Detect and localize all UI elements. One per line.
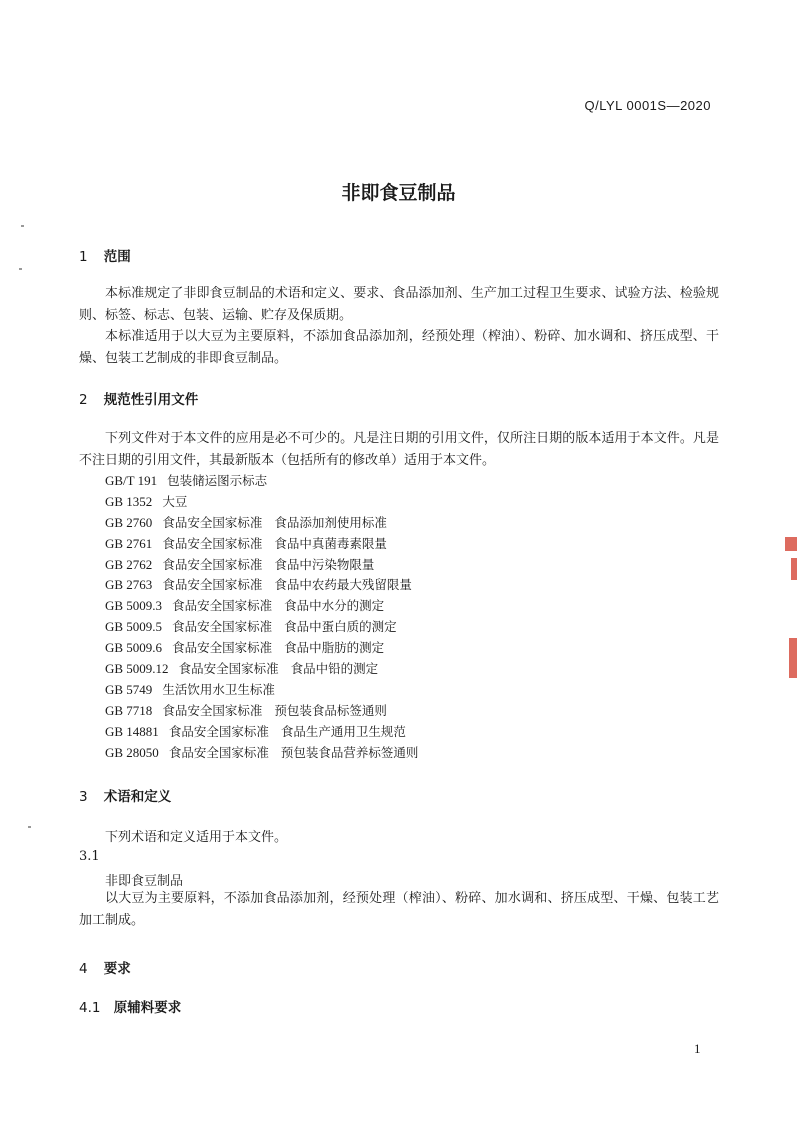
reference-item: GB 14881 食品安全国家标准 食品生产通用卫生规范 bbox=[105, 723, 406, 739]
reference-item: GB 2760 食品安全国家标准 食品添加剂使用标准 bbox=[105, 514, 387, 530]
scope-paragraph-1: 本标准规定了非即食豆制品的术语和定义、要求、食品添加剂、生产加工过程卫生要求、试验方法、检验规则、标签、标志、包装、运输、贮存及保质期。 bbox=[79, 286, 719, 323]
reference-item: GB 1352 大豆 bbox=[105, 493, 188, 509]
reference-item: GB 5009.3 食品安全国家标准 食品中水分的测定 bbox=[105, 598, 385, 614]
subsection-number: 4.1 bbox=[79, 1000, 101, 1016]
subsection-title: 原辅料要求 bbox=[113, 1000, 182, 1016]
section-title: 规范性引用文件 bbox=[103, 392, 199, 408]
subsection-number: 3.1 bbox=[79, 849, 100, 864]
section-title: 范围 bbox=[103, 249, 131, 265]
document-code: Q/LYL 0001S—2020 bbox=[584, 98, 711, 113]
scan-mark bbox=[19, 268, 22, 270]
reference-item: GB 5009.6 食品安全国家标准 食品中脂肪的测定 bbox=[105, 640, 385, 656]
section-number: 3 bbox=[79, 789, 88, 805]
reference-item: GB 5009.12 食品安全国家标准 食品中铅的测定 bbox=[105, 661, 379, 677]
scope-paragraph-2: 本标准适用于以大豆为主要原料，不添加食品添加剂，经预处理（榨油）、粉碎、加水调和、挤压成型、干燥、包装工艺制成的非即食豆制品。 bbox=[79, 329, 719, 366]
reference-item: GB 7718 食品安全国家标准 预包装食品标签通则 bbox=[105, 702, 387, 718]
seal-fragment bbox=[791, 558, 797, 580]
page-number: 1 bbox=[694, 1041, 701, 1056]
reference-item: GB/T 191 包装储运图示标志 bbox=[105, 473, 268, 488]
section-number: 4 bbox=[79, 961, 88, 977]
document-title: 非即食豆制品 bbox=[341, 182, 456, 204]
seal-fragment bbox=[789, 638, 797, 678]
section-3-heading bbox=[79, 785, 171, 805]
section-number: 2 bbox=[79, 392, 88, 408]
scan-mark bbox=[21, 225, 24, 227]
section-4-1-heading bbox=[79, 996, 181, 1016]
reference-item: GB 2761 食品安全国家标准 食品中真菌毒素限量 bbox=[105, 535, 387, 551]
section-title: 术语和定义 bbox=[103, 789, 172, 805]
term-name: 非即食豆制品 bbox=[105, 874, 184, 889]
reference-item: GB 5749 生活饮用水卫生标准 bbox=[105, 681, 275, 697]
reference-list bbox=[105, 471, 418, 763]
reference-item: GB 2763 食品安全国家标准 食品中农药最大残留限量 bbox=[105, 577, 412, 593]
section-1-heading bbox=[79, 245, 131, 265]
seal-fragment bbox=[785, 537, 797, 551]
section-4-heading bbox=[79, 957, 131, 977]
reference-item: GB 28050 食品安全国家标准 预包装食品营养标签通则 bbox=[105, 744, 419, 760]
references-intro: 下列文件对于本文件的应用是必不可少的。凡是注日期的引用文件，仅所注日期的版本适用于本文件。凡是不注日期的引用文件，其最新版本（包括所有的修改单）适用于本文件。 bbox=[79, 431, 719, 468]
terms-intro: 下列术语和定义适用于本文件。 bbox=[105, 830, 288, 845]
reference-item: GB 2762 食品安全国家标准 食品中污染物限量 bbox=[105, 556, 375, 572]
term-definition: 以大豆为主要原料，不添加食品添加剂，经预处理（榨油）、粉碎、加水调和、挤压成型、干燥、包装工艺加工制成。 bbox=[79, 891, 719, 928]
section-2-heading bbox=[79, 388, 198, 408]
scan-mark bbox=[28, 826, 31, 828]
section-number: 1 bbox=[79, 249, 88, 265]
section-title: 要求 bbox=[103, 961, 131, 977]
reference-item: GB 5009.5 食品安全国家标准 食品中蛋白质的测定 bbox=[105, 619, 397, 635]
